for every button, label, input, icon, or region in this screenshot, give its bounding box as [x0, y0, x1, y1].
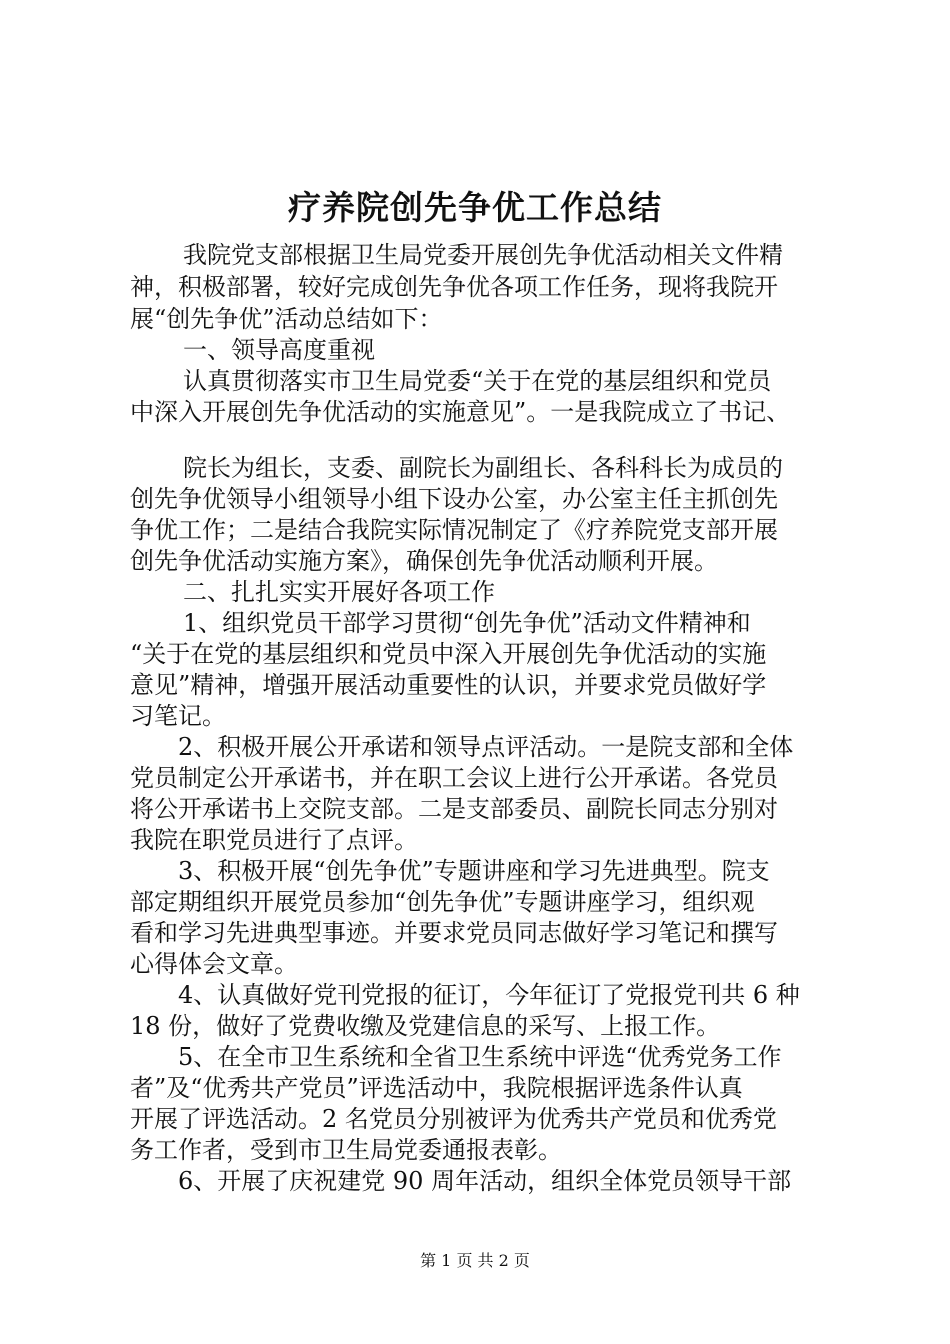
body-line: 党员制定公开承诺书，并在职工会议上进行公开承诺。各党员 — [130, 764, 778, 792]
body-line: 神，积极部署，较好完成创先争优各项工作任务，现将我院开 — [130, 273, 778, 301]
body-line: 务工作者，受到市卫生局党委通报表彰。 — [130, 1136, 562, 1164]
body-line: 看和学习先进典型事迹。并要求党员同志做好学习笔记和撰写 — [130, 919, 778, 947]
body-line: 4、认真做好党刊党报的征订，今年征订了党报党刊共 6 种 — [178, 981, 800, 1009]
body-line: 认真贯彻落实市卫生局党委“关于在党的基层组织和党员 — [183, 367, 772, 395]
body-line: 5、在全市卫生系统和全省卫生系统中评选“优秀党务工作 — [178, 1043, 782, 1071]
document-title: 疗养院创先争优工作总结 — [288, 188, 662, 227]
body-line: 争优工作；二是结合我院实际情况制定了《疗养院党支部开展 — [130, 516, 778, 544]
body-line: 创先争优领导小组领导小组下设办公室，办公室主任主抓创先 — [130, 485, 778, 513]
body-line: 开展了评选活动。2 名党员分别被评为优秀共产党员和优秀党 — [130, 1105, 777, 1133]
body-line: 意见”精神，增强开展活动重要性的认识，并要求党员做好学 — [130, 671, 767, 699]
body-line: 中深入开展创先争优活动的实施意见”。一是我院成立了书记、 — [130, 398, 791, 426]
body-line: 院长为组长，支委、副院长为副组长、各科科长为成员的 — [183, 454, 783, 482]
body-line: 创先争优活动实施方案》，确保创先争优活动顺利开展。 — [130, 547, 718, 575]
body-line: 展“创先争优”活动总结如下： — [130, 305, 443, 333]
body-line: 2、积极开展公开承诺和领导点评活动。一是院支部和全体 — [178, 733, 794, 761]
section-heading: 二、扎扎实实开展好各项工作 — [183, 578, 495, 606]
body-line: 者”及“优秀共产党员”评选活动中，我院根据评选条件认真 — [130, 1074, 743, 1102]
body-line: 将公开承诺书上交院支部。二是支部委员、副院长同志分别对 — [130, 795, 778, 823]
body-line: 1、组织党员干部学习贯彻“创先争优”活动文件精神和 — [183, 609, 751, 637]
section-heading: 一、领导高度重视 — [183, 336, 375, 364]
body-line: 3、积极开展“创先争优”专题讲座和学习先进典型。院支 — [178, 857, 770, 885]
page-footer: 第 1 页 共 2 页 — [420, 1251, 530, 1270]
body-line: 我院在职党员进行了点评。 — [130, 826, 418, 854]
body-line: 18 份，做好了党费收缴及党建信息的采写、上报工作。 — [130, 1012, 721, 1040]
body-line: 我院党支部根据卫生局党委开展创先争优活动相关文件精 — [183, 241, 783, 269]
body-line: 习笔记。 — [130, 702, 226, 730]
body-line: 部定期组织开展党员参加“创先争优”专题讲座学习，组织观 — [130, 888, 755, 916]
body-line: 心得体会文章。 — [130, 950, 298, 978]
body-line: “关于在党的基层组织和党员中深入开展创先争优活动的实施 — [130, 640, 767, 668]
body-line: 6、开展了庆祝建党 90 周年活动，组织全体党员领导干部 — [178, 1167, 792, 1195]
